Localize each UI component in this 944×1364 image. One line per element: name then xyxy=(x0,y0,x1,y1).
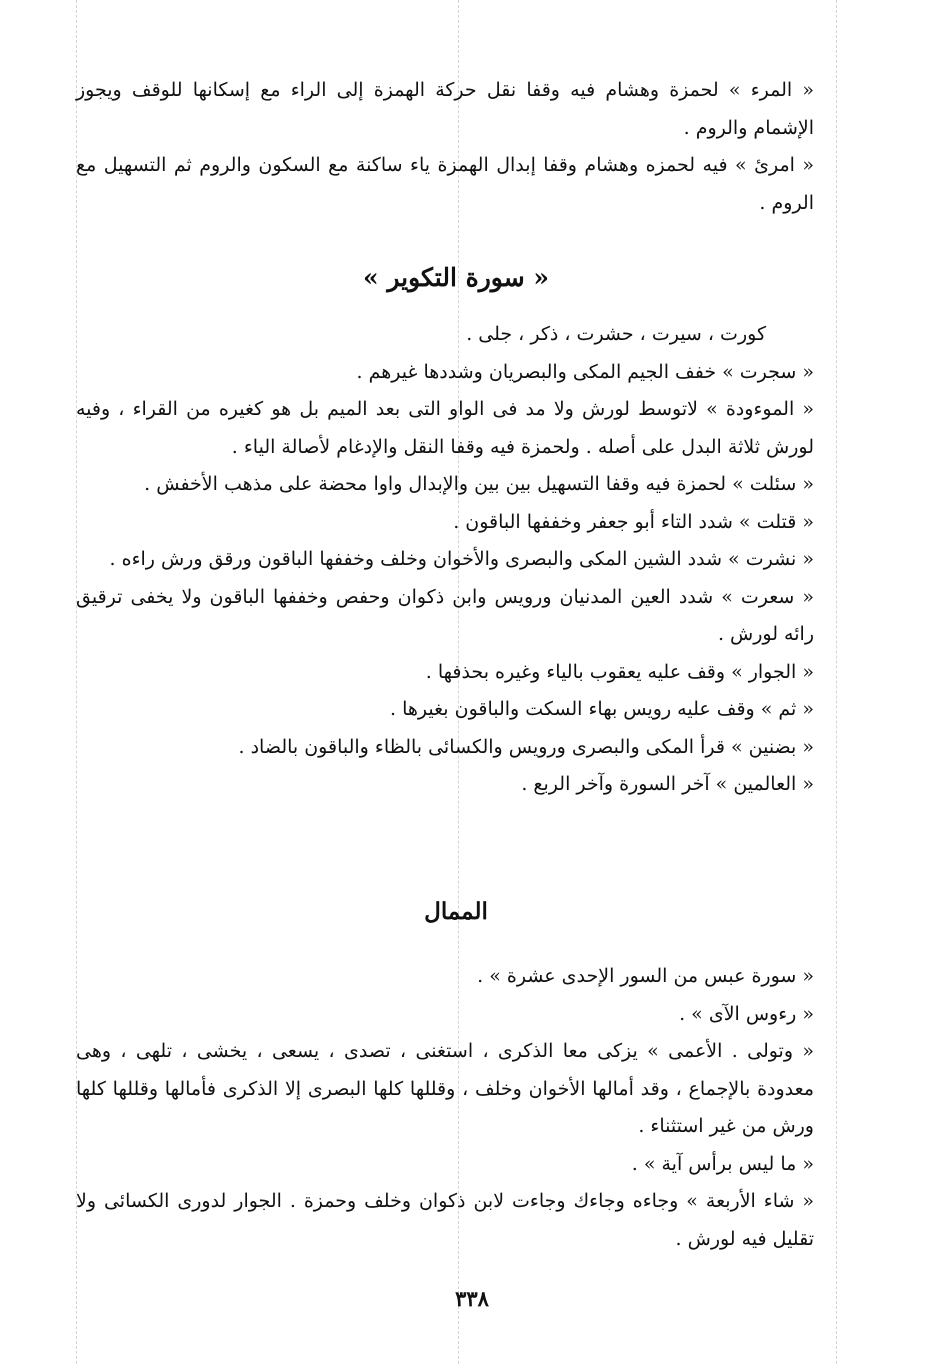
note-paragraph: « سجرت » خفف الجيم المكى والبصريان وشددها غيرهم . xyxy=(356,360,814,383)
note-paragraph: « بضنين » قرأ المكى والبصرى ورويس والكسائى بالظاء والباقون بالضاد . xyxy=(238,735,814,758)
note-paragraph: « ثم » وقف عليه رويس بهاء السكت والباقون بغيرها . xyxy=(390,698,814,720)
intro-block xyxy=(76,72,836,222)
note-paragraph: « الجوار » وقف عليه يعقوب بالياء وغيره بحذفها . xyxy=(425,660,814,683)
imala-notes xyxy=(76,958,836,1258)
note-paragraph: « سئلت » لحمزة فيه وقفا التسهيل بين بين والإبدال واوا محضة على مذهب الأخفش . xyxy=(144,473,814,495)
surah-notes xyxy=(76,316,836,804)
note-paragraph: « وتولى . الأعمى » يزكى معا الذكرى ، استغنى ، تصدى ، يسعى ، يخشى ، تلهى ، وهى معدودة بالإجماع ، وقد أمالها الأخوان وخلف ، وقللها كلها البصرى إلا الذكرى فأمالها وقللها كلها ورش من غير استثناء . xyxy=(76,1040,814,1137)
note-paragraph: « ما ليس برأس آية » . xyxy=(631,1152,814,1175)
note-paragraph: « العالمين » آخر السورة وآخر الربع . xyxy=(521,773,814,795)
note-paragraph: « رءوس الآى » . xyxy=(679,1002,814,1025)
note-paragraph: « الموءودة » لاتوسط لورش ولا مد فى الواو التى بعد الميم بل هو كغيره من القراء ، وفيه لورش ثلاثة البدل على أصله . ولحمزة فيه وقفا النقل والإدغام لأصالة الياء . xyxy=(76,398,814,458)
section-title: الممال xyxy=(424,898,488,925)
note-paragraph: « نشرت » شدد الشين المكى والبصرى والأخوان وخلف وخففها الباقون ورقق ورش راءه . xyxy=(109,548,814,570)
page-number: ٣٣٨ xyxy=(455,1286,489,1311)
surah-title: « سورة التكوير » xyxy=(363,263,549,292)
note-paragraph: « سورة عبس من السور الإحدى عشرة » . xyxy=(477,965,814,987)
note-paragraph: « قتلت » شدد التاء أبو جعفر وخففها الباقون . xyxy=(453,510,814,533)
word-list: كورت ، سيرت ، حشرت ، ذكر ، جلى . xyxy=(466,323,766,345)
note-paragraph: « سعرت » شدد العين المدنيان ورويس وابن ذكوان وحفص وخففها الباقون ولا يخفى ترقيق رائه لورش . xyxy=(76,585,814,645)
note-paragraph: « شاء الأربعة » وجاءه وجاءك وجاءت لابن ذكوان وخلف وحمزة . الجوار لدورى الكسائى ولا تقليل فيه لورش . xyxy=(76,1190,814,1250)
intro-paragraph: « امرئ » فيه لحمزه وهشام وقفا إبدال الهمزة ياء ساكنة مع السكون والروم ثم التسهيل مع الروم . xyxy=(76,154,814,214)
margin-guide-right xyxy=(836,0,837,1364)
intro-paragraph: « المرء » لحمزة وهشام فيه وقفا نقل حركة الهمزة إلى الراء مع إسكانها للوقف ويجوز الإشمام والروم . xyxy=(76,79,814,139)
